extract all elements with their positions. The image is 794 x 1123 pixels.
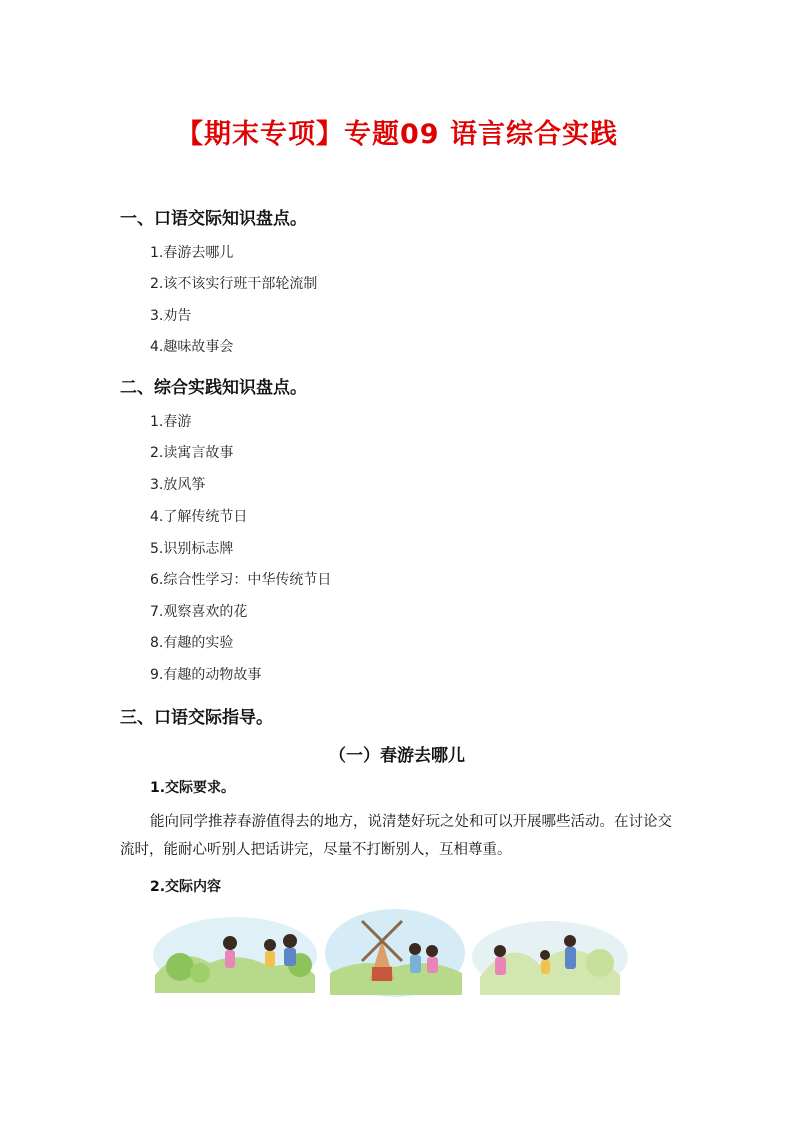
section3-heading: 三、口语交际指导。	[120, 708, 273, 728]
section2-item: 3.放风筝	[150, 477, 206, 493]
scene-mountain-illustration	[472, 921, 628, 995]
section2-item: 5.识别标志牌	[150, 541, 234, 557]
section2-item: 1.春游	[150, 414, 192, 430]
scene-windmill-illustration	[325, 909, 465, 997]
page-title: 【期末专项】专题09 语言综合实践	[176, 119, 618, 150]
section2-item: 7.观察喜欢的花	[150, 604, 248, 620]
section3-subtitle: （一）春游去哪儿	[329, 746, 465, 766]
scene-park-illustration	[153, 917, 317, 993]
section1-item: 1.春游去哪儿	[150, 245, 234, 261]
spring-outing-illustration	[150, 905, 630, 1005]
section1-heading: 一、口语交际知识盘点。	[120, 209, 307, 229]
section1-item: 4.趣味故事会	[150, 339, 234, 355]
section2-item: 8.有趣的实验	[150, 635, 234, 651]
section2-item: 9.有趣的动物故事	[150, 667, 262, 683]
section2-item: 6.综合性学习：中华传统节日	[150, 572, 332, 588]
section2-item: 2.读寓言故事	[150, 445, 234, 461]
section2-heading: 二、综合实践知识盘点。	[120, 378, 307, 398]
section2-item: 4.了解传统节日	[150, 509, 248, 525]
section1-item: 3.劝告	[150, 308, 192, 324]
section1-item: 2.该不该实行班干部轮流制	[150, 276, 318, 292]
requirement-text: 能向同学推荐春游值得去的地方，说清楚好玩之处和可以开展哪些活动。在讨论交流时，能耐心听别人把话讲完，尽量不打断别人，互相尊重。	[120, 814, 672, 858]
requirement-heading: 1.交际要求。	[150, 780, 236, 796]
content-heading: 2.交际内容	[150, 879, 222, 895]
